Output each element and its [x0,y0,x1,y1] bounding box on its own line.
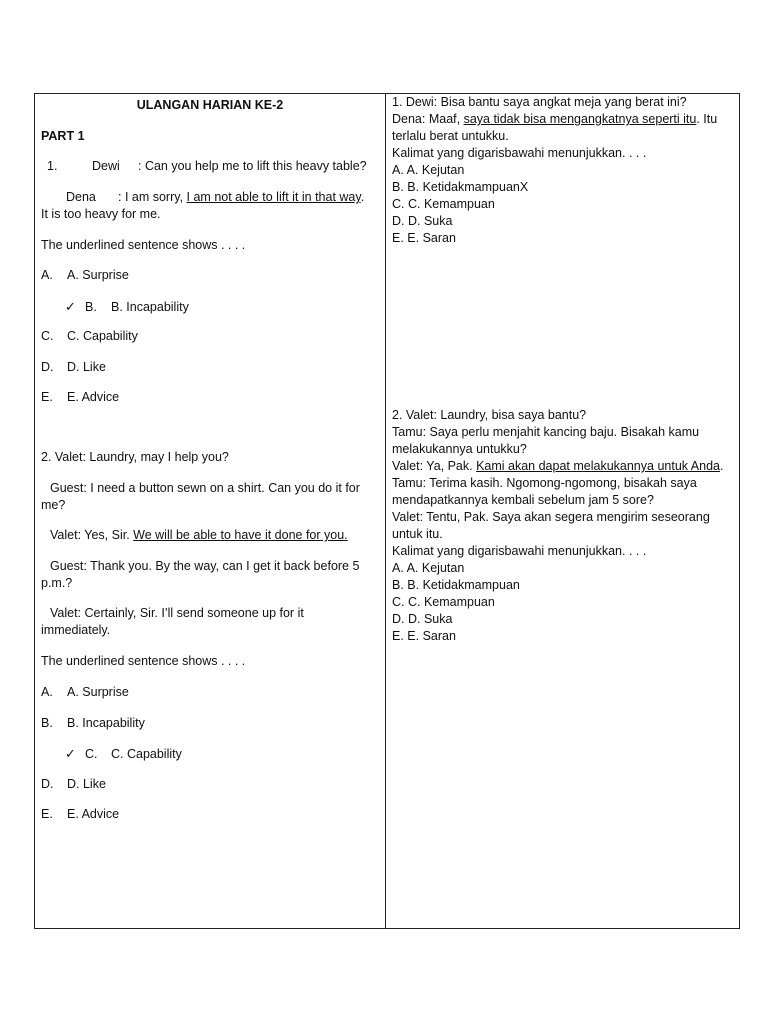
option-row [41,389,119,406]
option-letter: B. [85,299,97,314]
q2-underlined-sentence: We will be able to have it done for you. [133,528,348,542]
option-letter: A. [41,685,53,699]
r-q2-block [392,407,733,645]
r-q1-block [392,94,733,247]
r-q2-underlined-sentence: Kami akan dapat melakukannya untuk Anda [476,459,720,473]
english-column [35,94,386,928]
r-q2-line7: Valet: Tentu, Pak. Saya akan segera mengirim seseorang [392,510,710,524]
r-q1-option: A. A. Kejutan [392,163,465,177]
option-row [41,359,106,376]
r-q2-line9: Kalimat yang digarisbawahi menunjukkan. . . . [392,544,647,558]
checkmark-icon: ✓ [65,746,76,761]
q2-line5b: immediately. [41,623,111,637]
option-letter: D. [41,776,54,791]
r-q2-line4-pre: Valet: Ya, Pak. [392,459,477,473]
q1-line2-post: . [360,190,365,204]
q2-line4b: p.m.? [41,576,73,590]
option-row [41,806,119,823]
q2-line1: 2. Valet: Laundry, may I help you? [41,450,229,464]
option-text: D. Like [67,359,106,374]
part-heading: PART 1 [41,129,85,143]
r-q1-underlined-sentence: saya tidak bisa mengangkatnya seperti itu [463,112,697,126]
r-q1-line2-pre: Dena: Maaf, [392,112,464,126]
r-q1-line2-post: . Itu [696,112,718,126]
q2-line5a: Valet: Certainly, Sir. I’ll send someone up for it [50,606,304,620]
q1-prompt: The underlined sentence shows . . . . [41,238,246,252]
option-row [41,684,129,701]
q1-speaker1: Dewi [92,159,120,173]
option-text: E. Advice [67,390,120,404]
q1-speaker2: Dena [66,190,96,204]
r-q1-line2 [392,111,733,128]
q1-line1-text: : Can you help me to lift this heavy table? [138,159,367,173]
r-q1-option: D. D. Suka [392,214,453,228]
option-row [41,328,138,345]
option-row [41,776,106,793]
r-q2-line5: Tamu: Terima kasih. Ngomong-ngomong, bisakah saya [392,476,697,490]
q2-line3-pre: Valet: Yes, Sir. [50,528,134,542]
r-q2-line4 [392,458,733,475]
option-row [41,715,145,732]
option-text: D. Like [67,776,106,791]
r-q2-option: A. A. Kejutan [392,561,465,575]
r-q1-line1: 1. Dewi: Bisa bantu saya angkat meja yang berat ini? [392,95,687,109]
r-q1-line4: Kalimat yang digarisbawahi menunjukkan. . . . [392,146,647,160]
indonesian-column [386,94,739,928]
page-title: ULANGAN HARIAN KE-2 [136,98,284,112]
r-q1-option: E. E. Saran [392,231,456,245]
r-q1-option: B. B. KetidakmampuanX [392,180,529,194]
q1-line2 [41,189,377,206]
option-text: C. Capability [67,329,138,343]
option-text: A. Surprise [67,685,129,699]
r-q2-option: D. D. Suka [392,612,453,626]
r-q2-line2: Tamu: Saya perlu menjahit kancing baju. Bisakah kamu [392,425,700,439]
option-letter: E. [41,390,53,404]
r-q2-option: C. C. Kemampuan [392,595,495,609]
r-q2-line4-post: . [720,459,724,473]
q2-line3 [41,527,377,544]
option-row [65,745,182,763]
q1-underlined-sentence: I am not able to lift it in that way [186,190,361,204]
q2-line2a: Guest: I need a button sewn on a shirt. Can you do it for [50,481,360,495]
q2-line4a: Guest: Thank you. By the way, can I get it back before 5 [50,559,360,573]
r-q2-line8: untuk itu. [392,527,443,541]
q2-line2b: me? [41,498,66,512]
q1-line2-pre: : I am sorry, [118,190,187,204]
option-text: A. Surprise [67,268,129,282]
option-letter: C. [85,747,98,761]
option-row [65,298,189,316]
option-letter: C. [41,329,54,343]
option-letter: A. [41,268,53,282]
r-q2-option: B. B. Ketidakmampuan [392,578,520,592]
checkmark-icon: ✓ [65,298,76,314]
option-letter: E. [41,807,53,821]
option-text: C. Capability [111,747,182,761]
q1-number: 1. [47,159,58,173]
exam-table [34,93,740,929]
option-text: B. Incapability [111,299,189,314]
r-q1-line3: terlalu berat untukku. [392,129,509,143]
option-row [41,267,129,284]
r-q2-line6: mendapatkannya kembali sebelum jam 5 sore? [392,493,654,507]
option-text: E. Advice [67,807,120,821]
r-q2-line3: melakukannya untukku? [392,442,527,456]
q2-prompt: The underlined sentence shows . . . . [41,654,246,668]
option-letter: B. [41,715,53,730]
q1-line1 [41,158,377,175]
r-q2-line1: 2. Valet: Laundry, bisa saya bantu? [392,408,587,422]
r-q2-option: E. E. Saran [392,629,456,643]
q1-line2-cont: It is too heavy for me. [41,207,161,221]
r-q1-option: C. C. Kemampuan [392,197,495,211]
option-letter: D. [41,359,54,374]
option-text: B. Incapability [67,715,145,730]
